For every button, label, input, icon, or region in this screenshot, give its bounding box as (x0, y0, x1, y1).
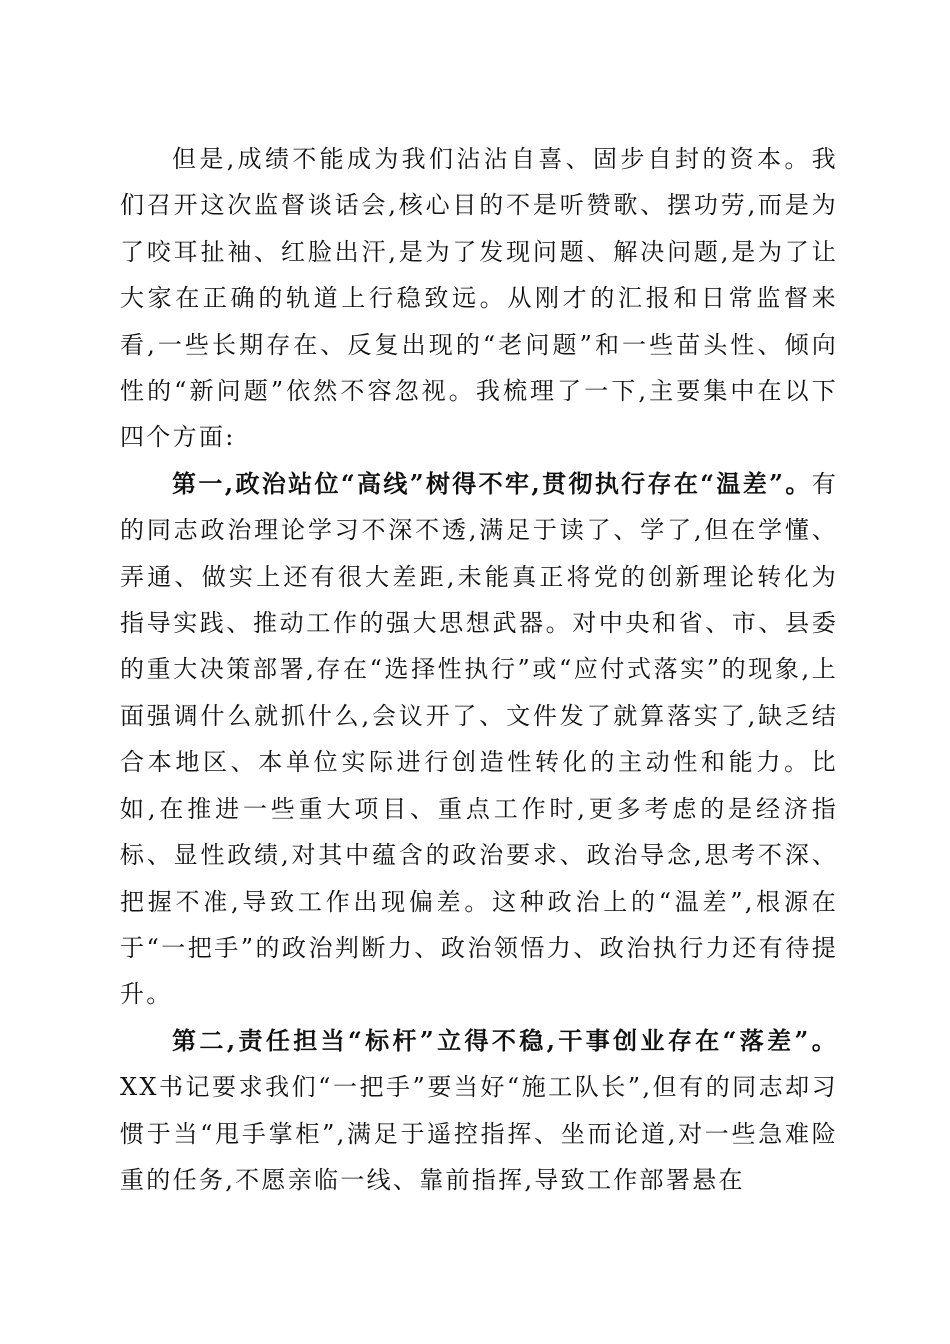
paragraph-heading: 第一,政治站位“高线”树得不牢,贯彻执行存在“温差”。 (172, 468, 812, 498)
paragraph-body: 但是,成绩不能成为我们沾沾自喜、固步自封的资本。我们召开这次监督谈话会,核心目的不是听赞歌、摆功劳,而是为了咬耳扯袖、红脸出汗,是为了发现问题、解决问题,是为了让大家在正确的轨道上行稳致远。从刚才的汇报和日常监督来看,一些长期存在、反复出现的“老问题”和一些苗头性、倾向性的“新问题”依然不容忽视。我梳理了一下,主要集中在以下四个方面: (120, 145, 838, 452)
paragraph-point-2 (120, 1018, 838, 1204)
document-page (120, 136, 838, 1203)
paragraph-body: 有的同志政治理论学习不深不透,满足于读了、学了,但在学懂、弄通、做实上还有很大差距,未能真正将党的创新理论转化为指导实践、推动工作的强大思想武器。对中央和省、市、县委的重大决策部署,存在“选择性执行”或“应付式落实”的现象,上面强调什么就抓什么,会议开了、文件发了就算落实了,缺乏结合本地区、本单位实际进行创造性转化的主动性和能力。比如,在推进一些重大项目、重点工作时,更多考虑的是经济指标、显性政绩,对其中蕴含的政治要求、政治导念,思考不深、把握不准,导致工作出现偏差。这种政治上的“温差”,根源在于“一把手”的政治判断力、政治领悟力、政治执行力还有待提升。 (120, 469, 838, 1009)
paragraph-heading: 第二,责任担当“标杆”立得不稳,干事创业存在“落差”。 (172, 1025, 838, 1055)
paragraph-body: XX书记要求我们“一把手”要当好“施工队长”,但有的同志却习惯于当“甩手掌柜”,满足于遥控指挥、坐而论道,对一些急难险重的任务,不愿亲临一线、靠前指挥,导致工作部署悬在 (120, 1073, 838, 1194)
paragraph-point-1 (120, 461, 838, 1018)
paragraph-intro (120, 136, 838, 461)
